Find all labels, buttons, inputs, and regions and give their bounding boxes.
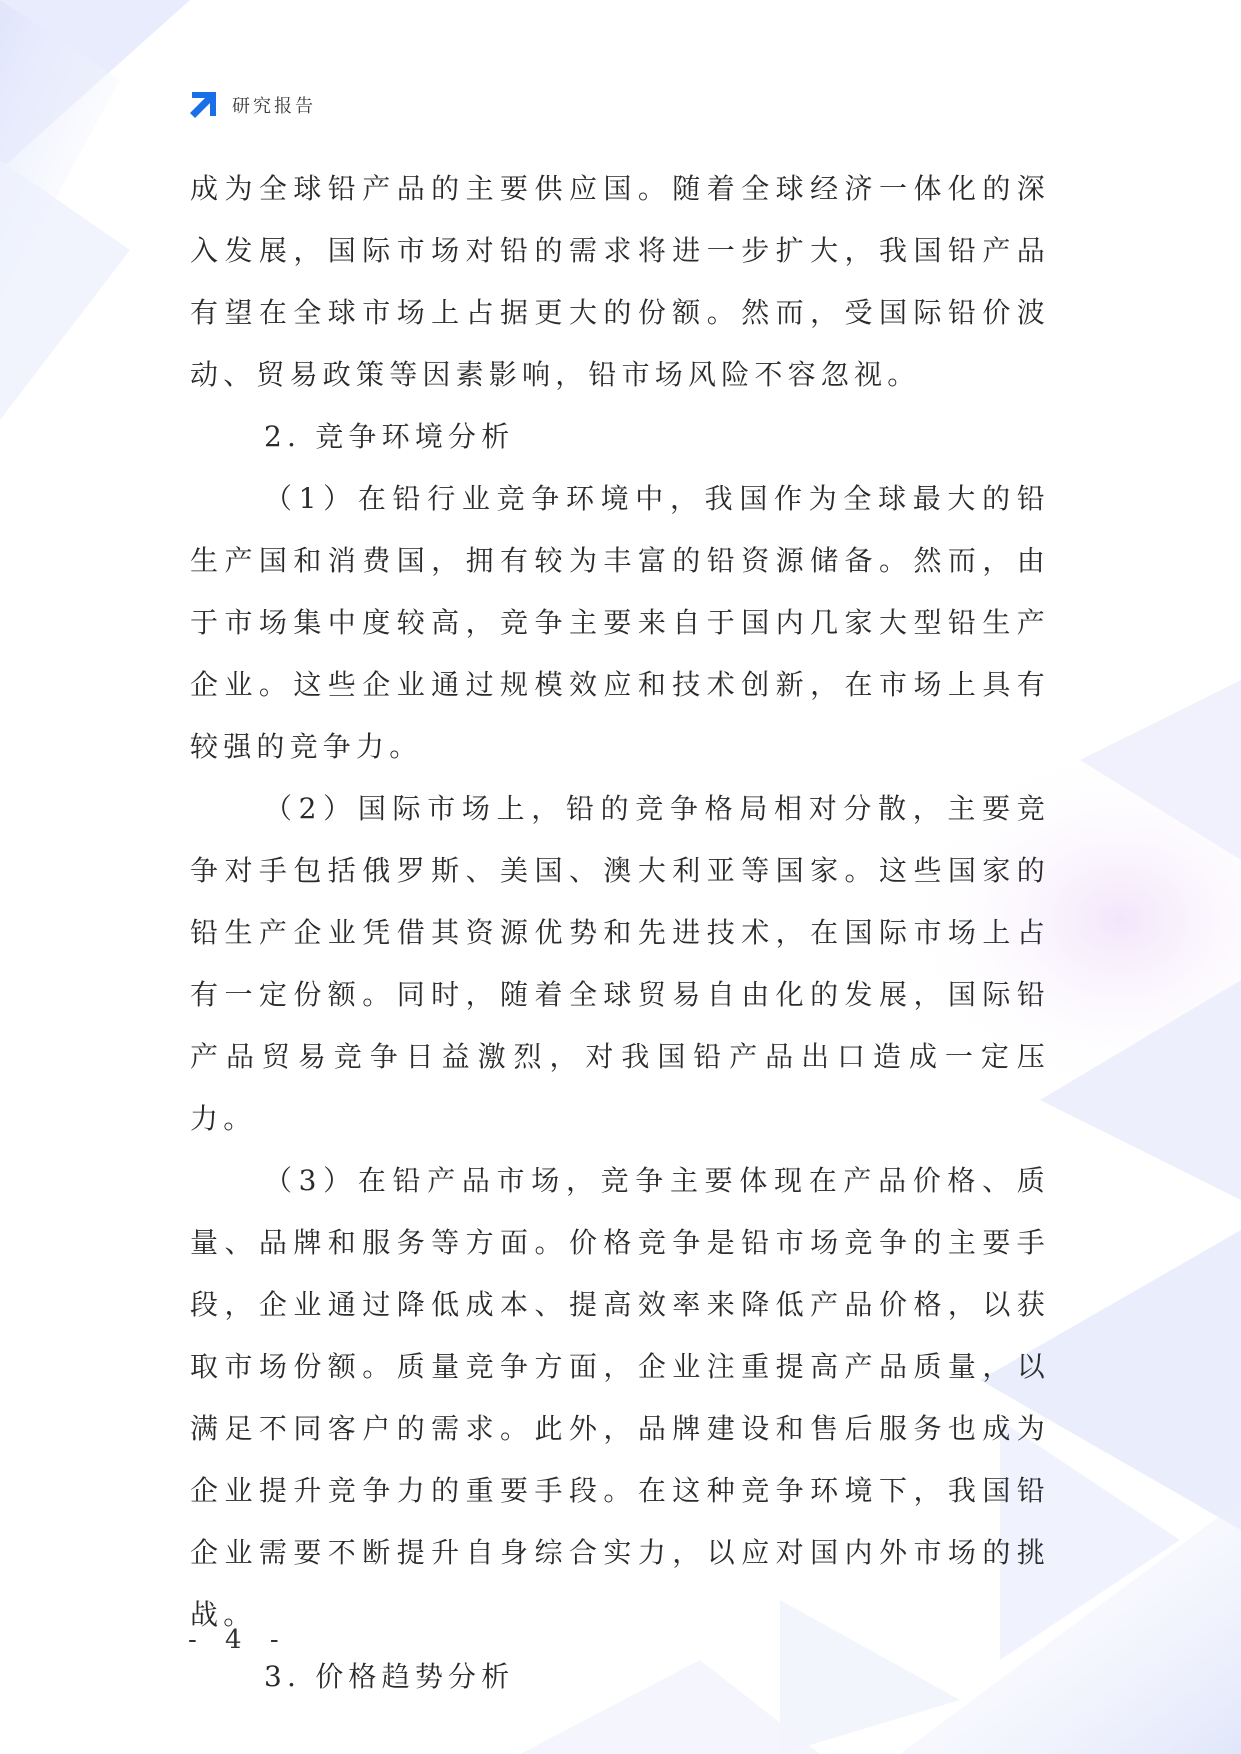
paragraph-point-1: （1）在铅行业竞争环境中，我国作为全球最大的铅生产国和消费国，拥有较为丰富的铅资源储备。然而，由于市场集中度较高，竞争主要来自于国内几家大型铅生产企业。这些企业通过规模效应和技术创新，在市场上具有较强的竞争力。 — [190, 482, 1050, 763]
paragraph-intro: 成为全球铅产品的主要供应国。随着全球经济一体化的深入发展，国际市场对铅的需求将进一步扩大，我国铅产品有望在全球市场上占据更大的份额。然而，受国际铅价波动、贸易政策等因素影响，铅市场风险不容忽视。 — [190, 172, 1050, 391]
paragraph-point-3: （3）在铅产品市场，竞争主要体现在产品价格、质量、品牌和服务等方面。价格竞争是铅市场竞争的主要手段，企业通过降低成本、提高效率来降低产品价格，以获取市场份额。质量竞争方面，企业注重提高产品质量，以满足不同客户的需求。此外，品牌建设和售后服务也成为企业提升竞争力的重要手段。在这种竞争环境下，我国铅企业需要不断提升自身综合实力，以应对国内外市场的挑战。 — [190, 1164, 1050, 1631]
section-heading-price-trend: 3. 价格趋势分析 — [264, 1660, 515, 1693]
arrow-up-right-icon — [186, 88, 220, 122]
page-number: - 4 - — [188, 1625, 289, 1655]
header-title: 研究报告 — [232, 96, 316, 117]
paragraph-point-2: （2）国际市场上，铅的竞争格局相对分散，主要竞争对手包括俄罗斯、美国、澳大利亚等国家。这些国家的铅生产企业凭借其资源优势和先进技术，在国际市场上占有一定份额。同时，随着全球贸易自由化的发展，国际铅产品贸易竞争日益激烈，对我国铅产品出口造成一定压力。 — [190, 792, 1050, 1135]
document-body — [190, 158, 1050, 1708]
section-heading-competition: 2. 竞争环境分析 — [264, 420, 515, 453]
page-header — [186, 88, 316, 122]
